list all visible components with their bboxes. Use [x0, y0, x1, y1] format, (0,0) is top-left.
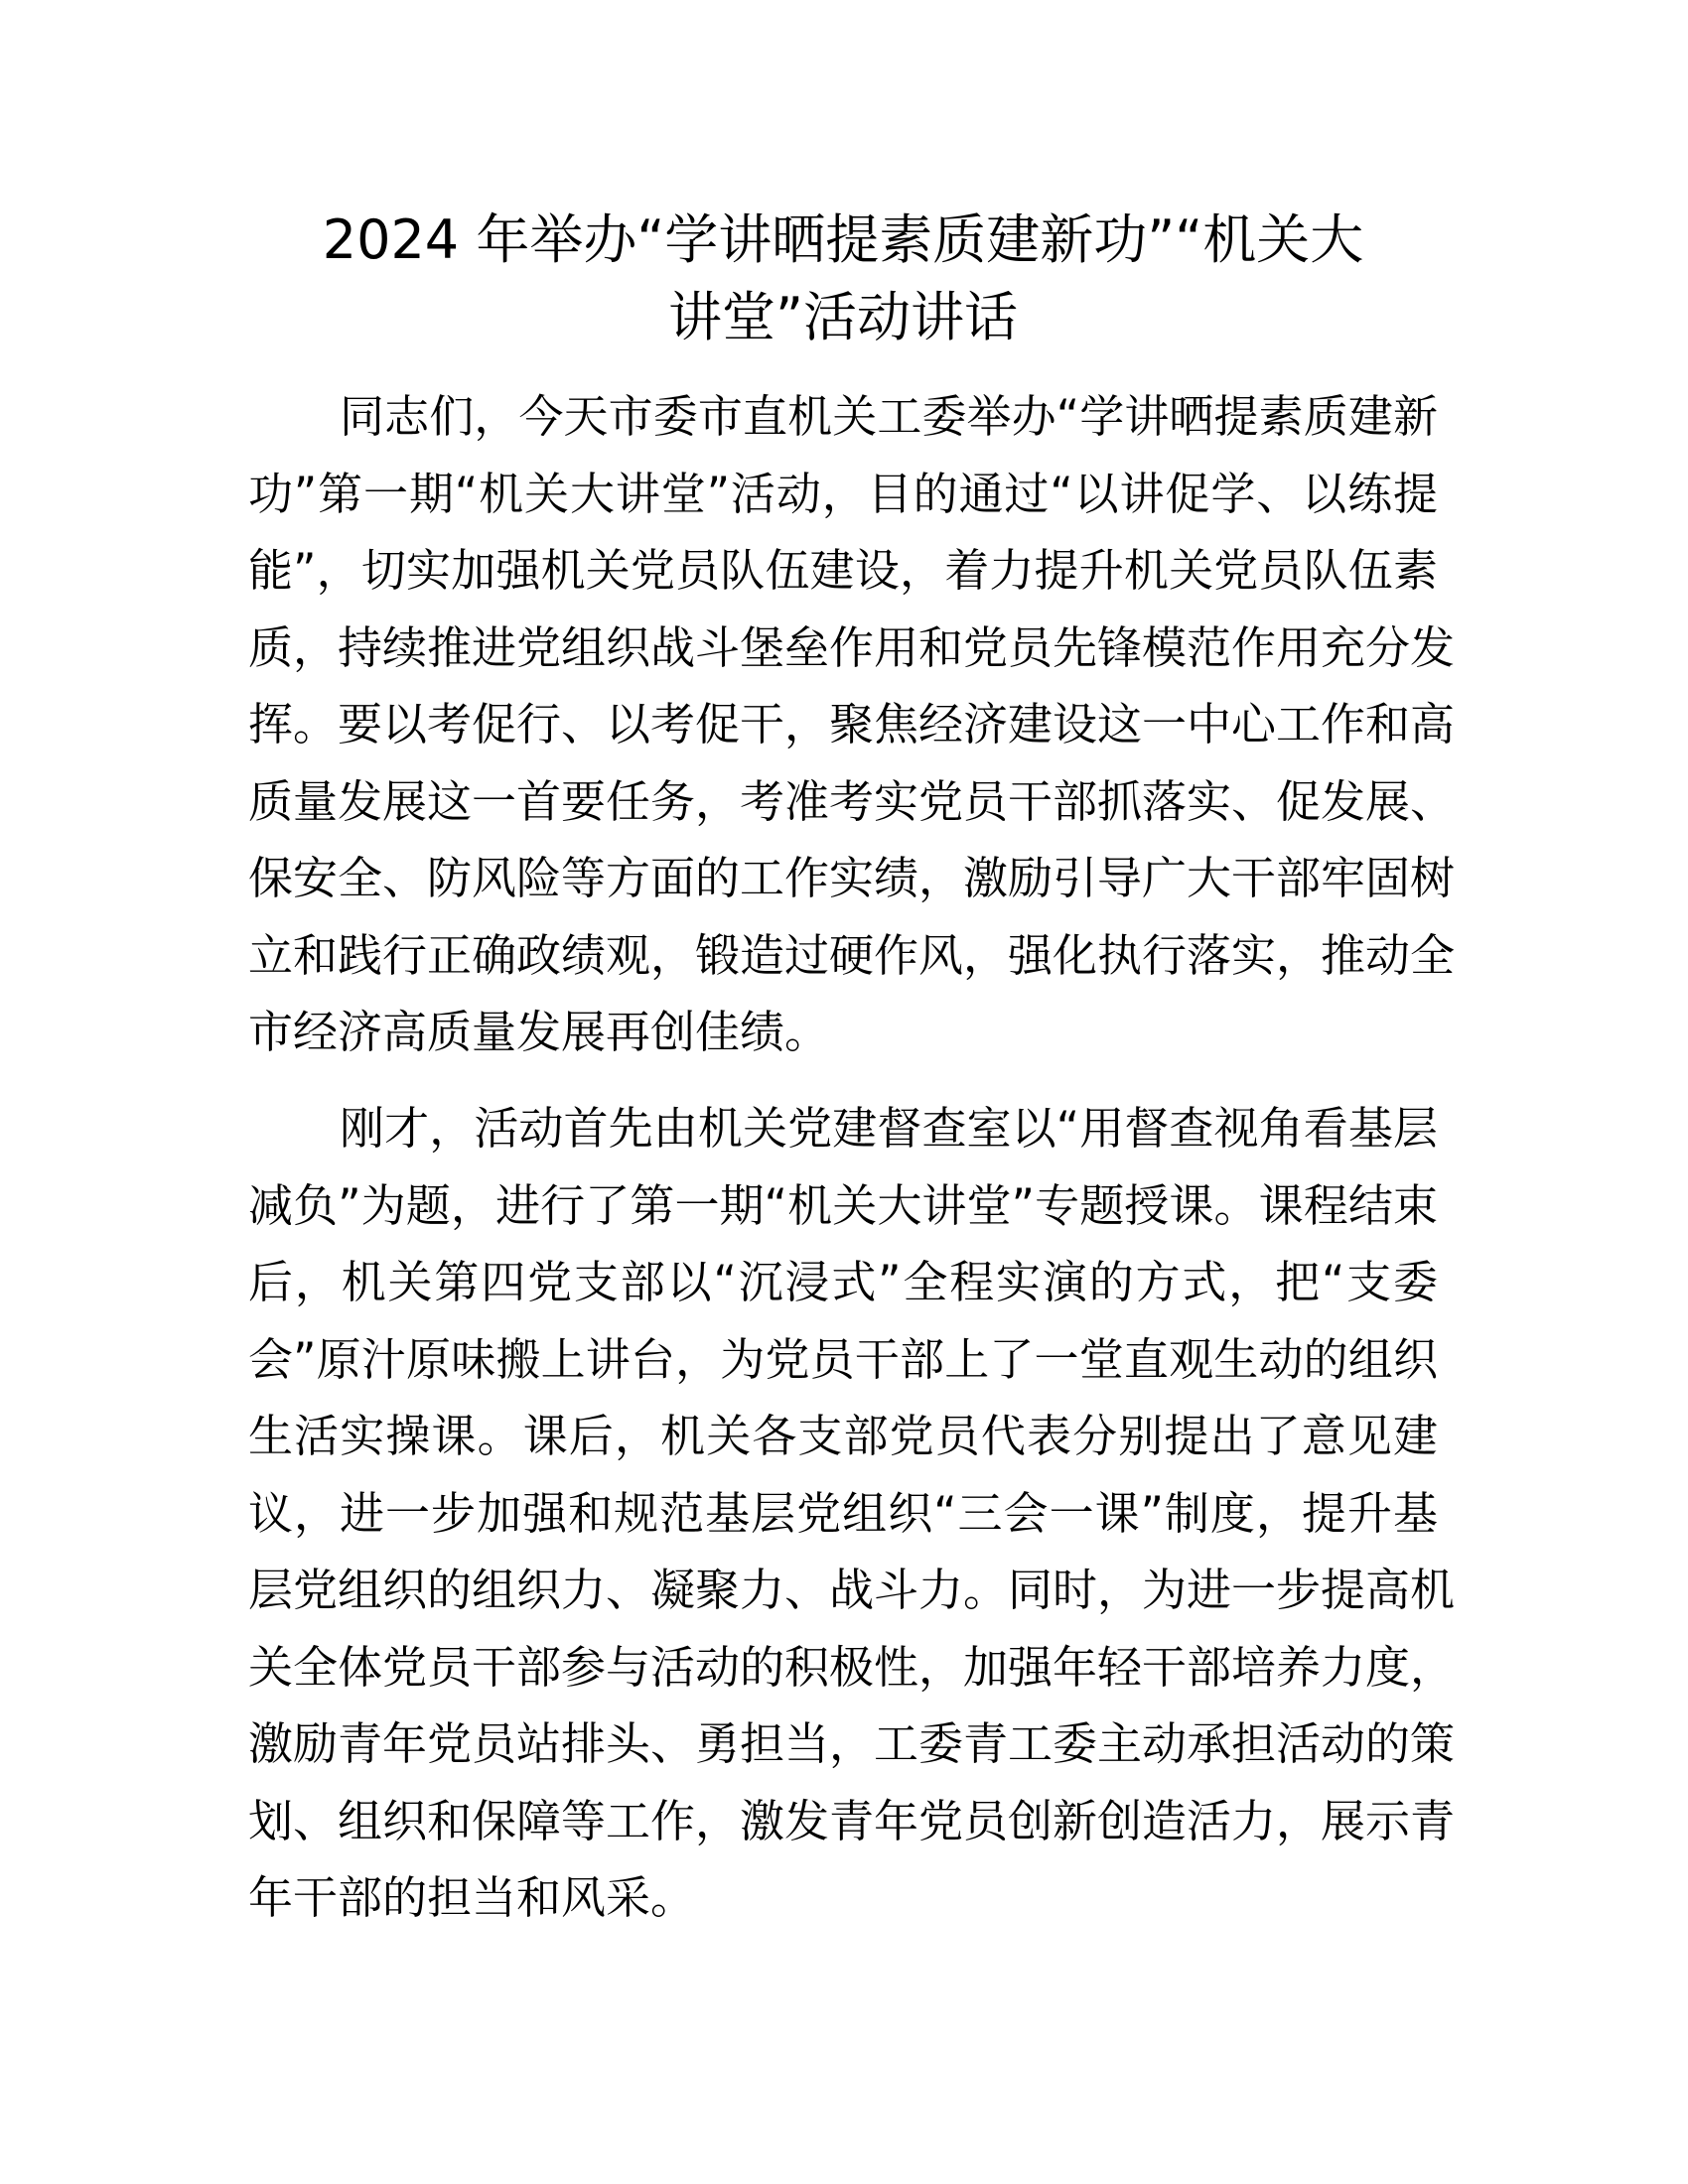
- paragraph-line: 能”，切实加强机关党员队伍建设，着力提升机关党员队伍素: [248, 544, 1438, 597]
- paragraph-line: 立和践行正确政绩观，锻造过硬作风，强化执行落实，推动全: [248, 928, 1456, 982]
- paragraph-line: 挥。要以考促行、以考促干，聚焦经济建设这一中心工作和高: [248, 698, 1456, 751]
- document-title: [248, 202, 1438, 356]
- paragraph-1: [248, 378, 1456, 1071]
- paragraph-line: 功”第一期“机关大讲堂”活动，目的通过“以讲促学、以练提: [248, 467, 1438, 520]
- title-line-1: 2024 年举办“学讲晒提素质建新功”“机关大: [322, 208, 1364, 271]
- paragraph-line: 减负”为题，进行了第一期“机关大讲堂”专题授课。课程结束: [248, 1178, 1438, 1232]
- paragraph-line: 质量发展这一首要任务，考准考实党员干部抓落实、促发展、: [248, 774, 1456, 828]
- paragraph-line: 后，机关第四党支部以“沉浸式”全程实演的方式，把“支委: [248, 1256, 1438, 1308]
- paragraph-line: 划、组织和保障等工作，激发青年党员创新创造活力，展示青: [248, 1794, 1456, 1847]
- paragraph-line: 保安全、防风险等方面的工作实绩，激励引导广大干部牢固树: [248, 852, 1456, 904]
- paragraph-line: 质，持续推进党组织战斗堡垒作用和党员先锋模范作用充分发: [248, 620, 1456, 674]
- paragraph-line: 关全体党员干部参与活动的积极性，加强年轻干部培养力度，: [248, 1640, 1456, 1694]
- paragraph-line: 市经济高质量发展再创佳绩。: [248, 1006, 830, 1058]
- paragraph-line: 年干部的担当和风采。: [248, 1871, 696, 1924]
- paragraph-line: 层党组织的组织力、凝聚力、战斗力。同时，为进一步提高机: [248, 1564, 1456, 1616]
- paragraph-2: [248, 1090, 1456, 1937]
- paragraph-line: 激励青年党员站排头、勇担当，工委青工委主动承担活动的策: [248, 1717, 1456, 1770]
- paragraph-line: 会”原汁原味搬上讲台，为党员干部上了一堂直观生动的组织: [248, 1332, 1438, 1386]
- paragraph-line: 生活实操课。课后，机关各支部党员代表分别提出了意见建: [248, 1410, 1438, 1462]
- title-line-2: 讲堂”活动讲话: [668, 286, 1018, 348]
- paragraph-line: 同志们，今天市委市直机关工委举办“学讲晒提素质建新: [340, 390, 1438, 443]
- paragraph-line: 刚才，活动首先由机关党建督查室以“用督查视角看基层: [340, 1102, 1438, 1155]
- paragraph-line: 议，进一步加强和规范基层党组织“三会一课”制度，提升基: [248, 1486, 1438, 1540]
